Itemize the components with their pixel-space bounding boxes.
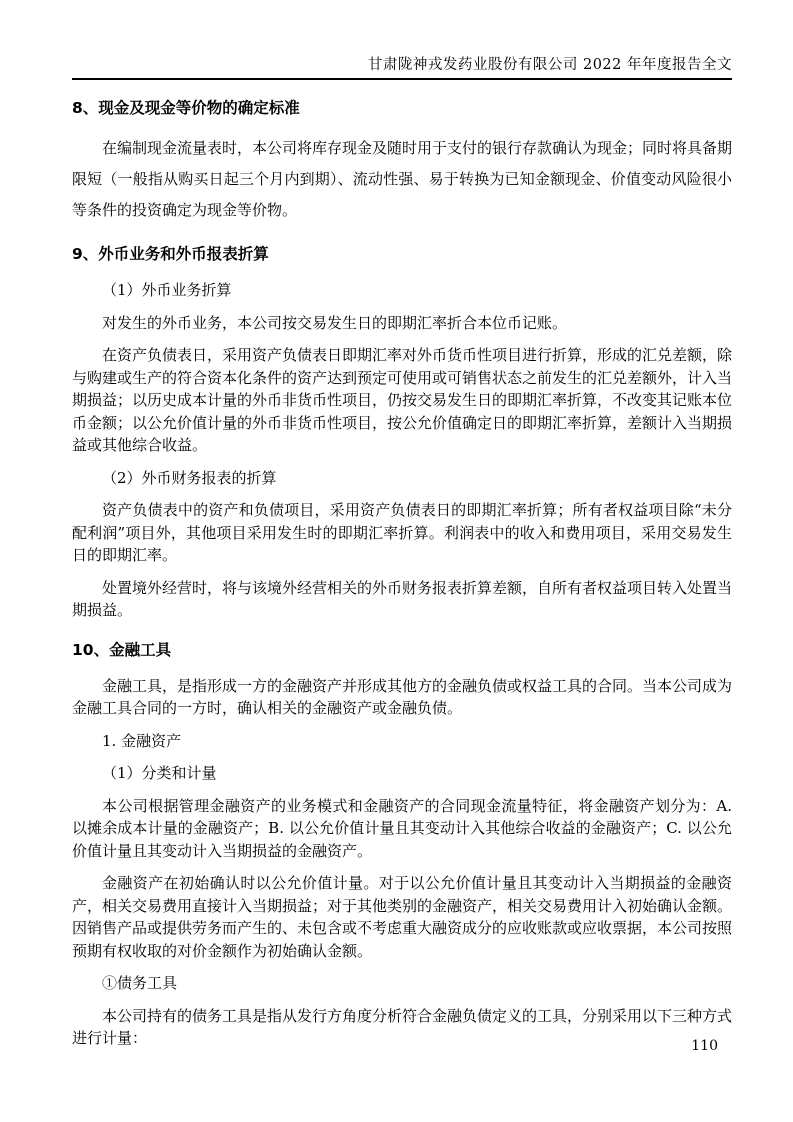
section-10-heading: 10、金融工具 [72, 640, 172, 659]
subheading-debt-instruments: ①债务工具 [102, 974, 178, 992]
section-8-heading: 8、现金及现金等价物的确定标准 [72, 99, 300, 117]
paragraph-financial-instruments-intro: 金融工具，是指形成一方的金融资产并形成其他方的金融负债或权益工具的合同。当本公司成为金融工具合同的一方时，确认相关的金融资产或金融负债。 [72, 676, 733, 717]
subheading-foreign-statements-translation: （2）外币财务报表的折算 [102, 468, 277, 487]
header-text: 甘肃陇神戎发药业股份有限公司 2022 年年度报告全文 [367, 57, 732, 73]
paragraph-foreign-currency-2: 在资产负债表日，采用资产负债表日即期汇率对外币货币性项目进行折算，形成的汇兑差额，除与购建或生产的符合资本化条件的资产达到预定可使用或可销售状态之前发生的汇兑差额外，计入当期损益；以历史成本计量的外币非货币性项目，仍按交易发生日的即期汇率折算，不改变其记账本位币金额；以公允价值计量的外币非货币性项目，按公允价值确定日的即期汇率折算，差额计入当期损益或其他综合收益。 [72, 346, 733, 454]
section-9-heading: 9、外币业务和外币报表折算 [72, 245, 269, 263]
section-8-paragraph: 在编制现金流量表时，本公司将库存现金及随时用于支付的银行存款确认为现金；同时将具备期限短（一般指从购买日起三个月内到期）、流动性强、易于转换为已知金额现金、价值变动风险很小等条件的投资确定为现金等价物。 [72, 139, 733, 219]
paragraph-foreign-statements-1: 资产负债表中的资产和负债项目，采用资产负债表日的即期汇率折算；所有者权益项目除“未分配利润”项目外，其他项目采用发生时的即期汇率折算。利润表中的收入和费用项目，采用交易发生日的即期汇率。 [72, 501, 732, 564]
page-header [72, 57, 732, 74]
paragraph-debt-instruments: 本公司持有的债务工具是指从发行方角度分析符合金融负债定义的工具，分别采用以下三种方式进行计量： [72, 1006, 733, 1047]
paragraph-classification-2: 金融资产在初始确认时以公允价值计量。对于以公允价值计量且其变动计入当期损益的金融资产，相关交易费用直接计入当期损益；对于其他类别的金融资产，相关交易费用计入初始确认金额。因销售产品或提供劳务而产生的、未包含或不考虑重大融资成分的应收账款或应收票据，本公司按照预期有权收取的对价金额作为初始确认金额。 [72, 874, 733, 960]
subheading-classification-measurement: （1）分类和计量 [102, 764, 217, 782]
document-content [72, 98, 732, 1060]
subheading-foreign-currency-business: （1）外币业务折算 [102, 281, 232, 299]
paragraph-foreign-currency-1: 对发生的外币业务，本公司按交易发生日的即期汇率折合本位币记账。 [102, 313, 568, 332]
paragraph-classification-1: 本公司根据管理金融资产的业务模式和金融资产的合同现金流量特征，将金融资产划分为：A. 以摊余成本计量的金融资产；B. 以公允价值计量且其变动计入其他综合收益的金融资产；C. 以公允价值计量且其变动计入当期损益的金融资产。 [72, 796, 732, 860]
header-divider [72, 78, 732, 80]
subheading-financial-assets: 1. 金融资产 [102, 731, 182, 750]
paragraph-foreign-statements-2: 处置境外经营时，将与该境外经营相关的外币财务报表折算差额，自所有者权益项目转入处置当期损益。 [72, 578, 733, 619]
page-number: 110 [691, 1038, 718, 1054]
